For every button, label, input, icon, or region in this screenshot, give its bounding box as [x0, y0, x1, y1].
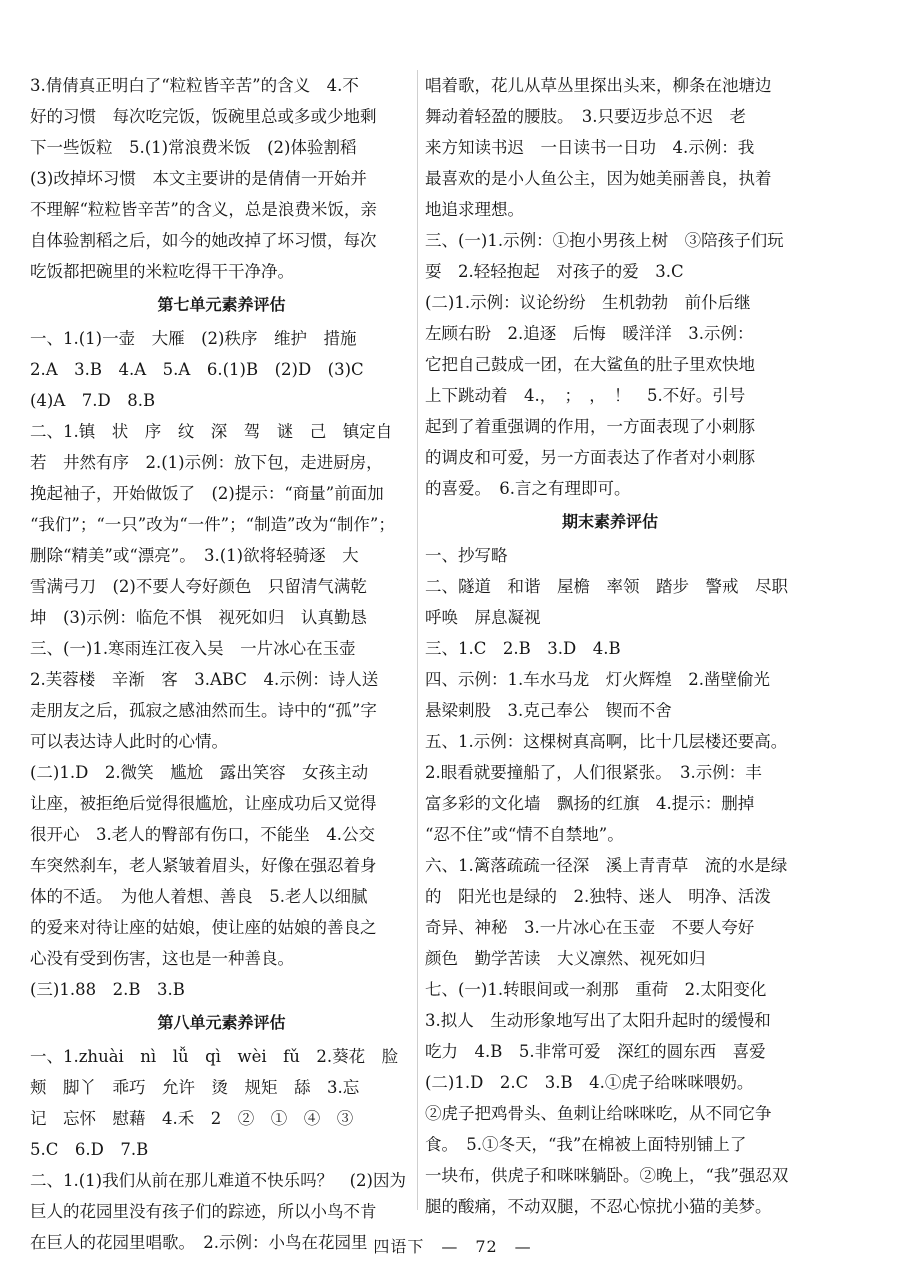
answer-line: 它把自己鼓成一团，在大鲨鱼的肚子里欢快地: [425, 355, 755, 374]
answer-line: 地追求理想。: [425, 200, 524, 219]
answer-line: “我们”；“一只”改为“一件”；“制造”改为“制作”；: [30, 515, 395, 534]
answer-line: 三、(一)1.示例：①抱小男孩上树 ③陪孩子们玩: [425, 231, 784, 250]
answer-line: 走朋友之后，孤寂之感油然而生。诗中的“孤”字: [30, 701, 377, 720]
answer-line: 悬梁刺股 3.克己奉公 锲而不舍: [425, 701, 672, 720]
answer-line: 来方知读书迟 一日读书一日功 4.示例：我: [425, 138, 755, 157]
answer-line: (二)1.D 2.微笑 尴尬 露出笑容 女孩主动: [30, 763, 369, 782]
answer-line: 食。 5.①冬天，“我”在棉被上面特别铺上了: [425, 1135, 747, 1154]
answer-line: 体的不适。 为他人着想、善良 5.老人以细腻: [30, 887, 368, 906]
answer-line: 左顾右盼 2.追逐 后悔 暖洋洋 3.示例：: [425, 324, 754, 343]
section-title: 第七单元素养评估: [157, 295, 286, 314]
answer-line: 心没有受到伤害，这也是一种善良。: [30, 949, 294, 968]
answer-line: 一、1.zhuài nì lǚ qì wèi fǔ 2.葵花 脸: [30, 1047, 399, 1066]
answer-line: 很开心 3.老人的臀部有伤口，不能坐 4.公交: [30, 825, 375, 844]
answer-line: 3.倩倩真正明白了“粒粒皆辛苦”的含义 4.不: [30, 76, 359, 95]
answer-line: 一块布，供虎子和咪咪躺卧。②晚上，“我”强忍双: [425, 1166, 789, 1185]
answer-line: 吃饭都把碗里的米粒吃得干干净净。: [30, 262, 294, 281]
answer-line: 七、(一)1.转眼间或一刹那 重荷 2.太阳变化: [425, 980, 767, 999]
answer-line: 2.A 3.B 4.A 5.A 6.(1)B (2)D (3)C: [30, 360, 364, 379]
answer-line: 不理解“粒粒皆辛苦”的含义，总是浪费米饭，亲: [30, 200, 377, 219]
answer-line: 下一些饭粒 5.(1)常浪费米饭 (2)体验割稻: [30, 138, 357, 157]
answer-line: 好的习惯 每次吃完饭，饭碗里总或多或少地剩: [30, 107, 377, 126]
answer-line: 巨人的花园里没有孩子们的踪迹，所以小鸟不肯: [30, 1202, 377, 1221]
answer-line: 的调皮和可爱，另一方面表达了作者对小刺豚: [425, 448, 755, 467]
answer-line: 唱着歌，花儿从草丛里探出头来，柳条在池塘边: [425, 76, 772, 95]
answer-line: 耍 2.轻轻抱起 对孩子的爱 3.C: [425, 262, 684, 281]
answer-line: 六、1.篱落疏疏一径深 溪上青青草 流的水是绿: [425, 856, 788, 875]
answer-line: 一、1.(1)一壶 大雁 (2)秩序 维护 措施: [30, 329, 357, 348]
answer-line: 在巨人的花园里唱歌。 2.示例：小鸟在花园里: [30, 1233, 368, 1252]
column-divider: [417, 70, 418, 1210]
answer-line: 二、1.(1)我们从前在那儿难道不快乐吗？ (2)因为: [30, 1171, 406, 1190]
answer-line: 一、抄写略: [425, 546, 508, 565]
answer-line: (三)1.88 2.B 3.B: [30, 980, 185, 999]
answer-line: 二、1.镇 状 序 纹 深 驾 谜 己 镇定自: [30, 422, 393, 441]
section-title: 期末素养评估: [561, 512, 658, 531]
answer-line: 车突然刹车，老人紧皱着眉头，好像在强忍着身: [30, 856, 377, 875]
answer-line: (二)1.示例：议论纷纷 生机勃勃 前仆后继: [425, 293, 751, 312]
answer-line: 富多彩的文化墙 飘扬的红旗 4.提示：删掉: [425, 794, 755, 813]
answer-line: 让座，被拒绝后觉得很尴尬，让座成功后又觉得: [30, 794, 377, 813]
answer-line: (4)A 7.D 8.B: [30, 391, 156, 410]
answer-line: 5.C 6.D 7.B: [30, 1140, 149, 1159]
answer-line: 舞动着轻盈的腰肢。 3.只要迈步总不迟 老: [425, 107, 746, 126]
answer-line: 自体验割稻之后，如今的她改掉了坏习惯，每次: [30, 231, 377, 250]
answer-line: 挽起袖子，开始做饭了 (2)提示：“商量”前面加: [30, 484, 384, 503]
page-footer: 四语下 — 72 —: [373, 1237, 532, 1256]
answer-line: 3.拟人 生动形象地写出了太阳升起时的缓慢和: [425, 1011, 771, 1030]
answer-line: 四、示例：1.车水马龙 灯火辉煌 2.凿壁偷光: [425, 670, 770, 689]
answer-line: 雪满弓刀 (2)不要人夸好颜色 只留清气满乾: [30, 577, 367, 596]
answer-line: 的爱来对待让座的姑娘，使让座的姑娘的善良之: [30, 918, 377, 937]
answer-line: 的喜爱。 6.言之有理即可。: [425, 479, 631, 498]
answer-line: 2.眼看就要撞船了，人们很紧张。 3.示例：丰: [425, 763, 762, 782]
answer-line: 起到了着重强调的作用，一方面表现了小刺豚: [425, 417, 755, 436]
answer-line: 最喜欢的是小人鱼公主，因为她美丽善良，执着: [425, 169, 772, 188]
answer-line: 若 井然有序 2.(1)示例：放下包，走进厨房，: [30, 453, 383, 472]
answer-line: ②虎子把鸡骨头、鱼刺让给咪咪吃，从不同它争: [425, 1104, 772, 1123]
answer-line: 三、(一)1.寒雨连江夜入吴 一片冰心在玉壶: [30, 639, 356, 658]
left-column: [30, 70, 413, 1258]
section-title: 第八单元素养评估: [157, 1013, 286, 1032]
answer-line: 五、1.示例：这棵树真高啊，比十几层楼还要高。: [425, 732, 788, 751]
answer-line: 2.芙蓉楼 辛渐 客 3.ABC 4.示例：诗人送: [30, 670, 379, 689]
right-column: [425, 70, 795, 1222]
answer-line: 的 阳光也是绿的 2.独特、迷人 明净、活泼: [425, 887, 771, 906]
answer-line: 吃力 4.B 5.非常可爱 深红的圆东西 喜爱: [425, 1042, 766, 1061]
answer-line: 记 忘怀 慰藉 4.禾 2 ② ① ④ ③: [30, 1109, 354, 1128]
answer-line: 可以表达诗人此时的心情。: [30, 732, 228, 751]
answer-line: 上下跳动着 4.， ； ， ！ 5.不好。引号: [425, 386, 746, 405]
answer-line: (3)改掉坏习惯 本文主要讲的是倩倩一开始并: [30, 169, 367, 188]
answer-line: 颊 脚丫 乖巧 允许 烫 规矩 舔 3.忘: [30, 1078, 360, 1097]
answer-line: “忍不住”或“情不自禁地”。: [425, 825, 624, 844]
answer-line: 颜色 勤学苦读 大义凛然、视死如归: [425, 949, 706, 968]
answer-line: 二、隧道 和谐 屋檐 率领 踏步 警戒 尽职: [425, 577, 788, 596]
answer-line: 删除“精美”或“漂亮”。 3.(1)欲将轻骑逐 大: [30, 546, 359, 565]
answer-line: 三、1.C 2.B 3.D 4.B: [425, 639, 621, 658]
answer-line: 呼唤 屏息凝视: [425, 608, 541, 627]
answer-line: (二)1.D 2.C 3.B 4.①虎子给咪咪喂奶。: [425, 1073, 754, 1092]
answer-line: 奇异、神秘 3.一片冰心在玉壶 不要人夸好: [425, 918, 755, 937]
answer-line: 坤 (3)示例：临危不惧 视死如归 认真勤恳: [30, 608, 367, 627]
answer-line: 腿的酸痛，不动双腿，不忍心惊扰小猫的美梦。: [425, 1197, 772, 1216]
